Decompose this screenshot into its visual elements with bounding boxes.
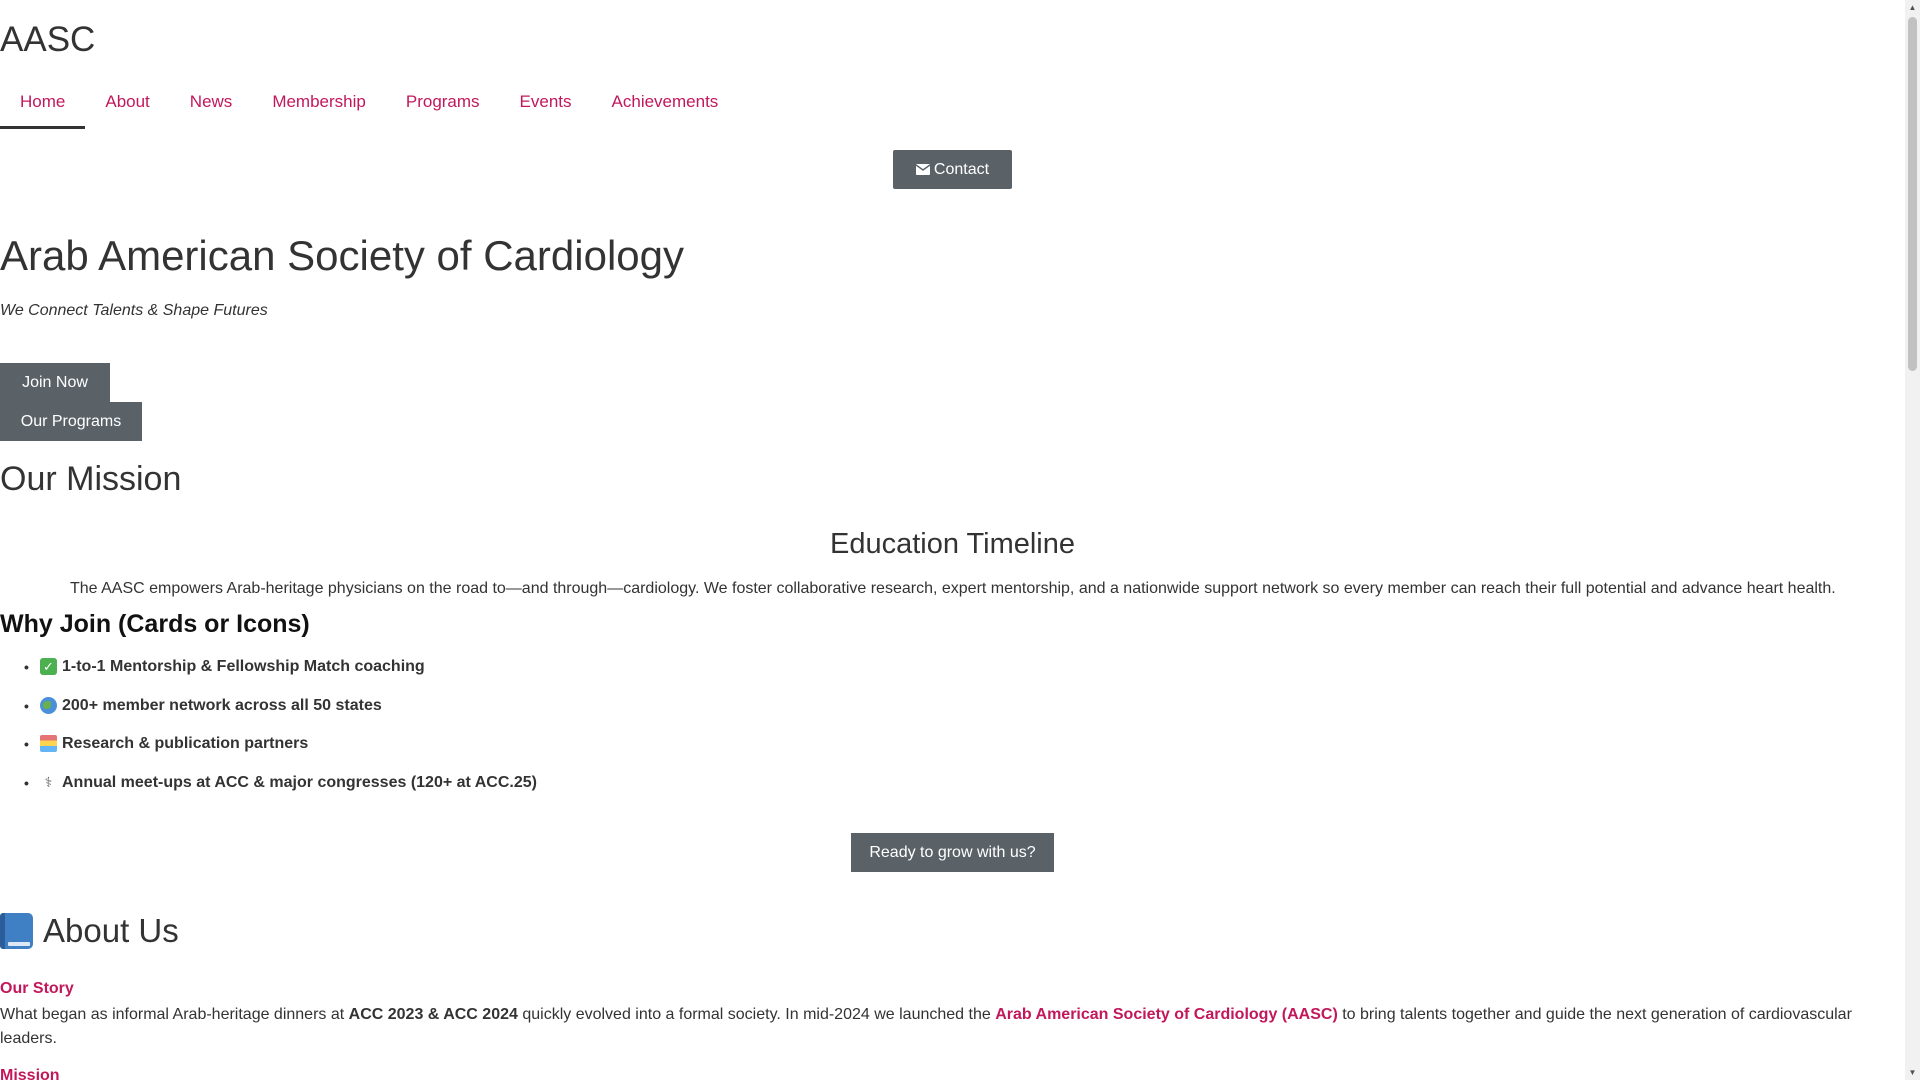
list-item — [40, 732, 537, 771]
nav-item-achievements[interactable]: Achievements — [611, 92, 719, 111]
contact-label: Contact — [933, 161, 990, 178]
our-programs-button[interactable]: Our Programs — [0, 402, 142, 441]
contact-button[interactable] — [893, 150, 1012, 189]
stethoscope-icon: • ⚕ — [44, 773, 53, 790]
globe-icon — [40, 697, 57, 714]
vertical-scrollbar[interactable] — [1905, 0, 1920, 1080]
check-mark-icon: • ✓ — [40, 658, 57, 675]
our-story-text — [0, 1003, 1880, 1051]
about-us-title — [0, 912, 179, 950]
list-item — [40, 694, 537, 733]
our-story-title: Our Story — [0, 980, 74, 997]
mission-subtitle: Mission — [0, 1067, 60, 1080]
hero-title: Arab American Society of Cardiology — [0, 232, 684, 279]
nav-item-news[interactable]: News — [189, 92, 233, 111]
why-join-title: Why Join (Cards or Icons) — [0, 610, 310, 638]
site-title: AASC — [0, 20, 96, 59]
list-item-text: • 200+ member network across all 50 states — [62, 696, 382, 714]
scrollbar-thumb[interactable] — [1908, 17, 1917, 371]
story-bold-text: ACC 2023 & ACC 2024 — [348, 1006, 518, 1023]
story-highlight-text: Arab American Society of Cardiology (AASC) — [995, 1006, 1338, 1023]
books-icon — [40, 735, 57, 752]
education-timeline-title: Education Timeline — [829, 528, 1076, 560]
list-item — [40, 771, 537, 810]
ready-to-grow-button[interactable]: Ready to grow with us? — [851, 833, 1054, 872]
story-text-part: What began as informal Arab-heritage dinners at — [0, 1006, 349, 1023]
list-item-text: Annual meet-ups at ACC & major congresses (120+ at ACC.25) — [62, 773, 537, 791]
main-nav — [0, 84, 738, 129]
nav-item-membership[interactable]: Membership — [272, 92, 366, 111]
mission-title: Our Mission — [0, 460, 182, 498]
mission-text: The AASC empowers Arab-heritage physicians on the road to—and through—cardiology. We foster collaborative research, expert mentorship, and a nationwide support network so every member can reach their full potential and advance heart health. — [70, 580, 1836, 597]
scroll-up-arrow-icon[interactable]: ▲ — [1908, 3, 1917, 12]
list-item — [40, 655, 537, 694]
join-now-button[interactable]: Join Now — [0, 363, 110, 402]
book-icon — [0, 913, 33, 949]
list-item-text: • Research & publication partners — [62, 735, 309, 752]
story-text-part: quickly evolved into a formal society. In mid-2024 we launched the — [517, 1006, 996, 1023]
scroll-down-arrow-icon[interactable]: ▼ — [1908, 1068, 1917, 1077]
envelope-icon — [916, 151, 930, 190]
nav-item-home[interactable]: Home — [0, 84, 85, 129]
nav-item-about[interactable]: About — [105, 92, 150, 111]
list-item-text: 1-to-1 Mentorship & Fellowship Match coaching — [62, 658, 425, 675]
why-join-list — [40, 655, 537, 809]
nav-item-programs[interactable]: Programs — [405, 92, 480, 111]
nav-item-events[interactable]: Events — [519, 92, 572, 111]
story-text-part: to bring talents together and guide the next generation of cardiovascular leaders. — [0, 1006, 1852, 1047]
hero-tagline: We Connect Talents & Shape Futures — [0, 302, 268, 319]
about-us-label: About Us — [43, 912, 179, 949]
